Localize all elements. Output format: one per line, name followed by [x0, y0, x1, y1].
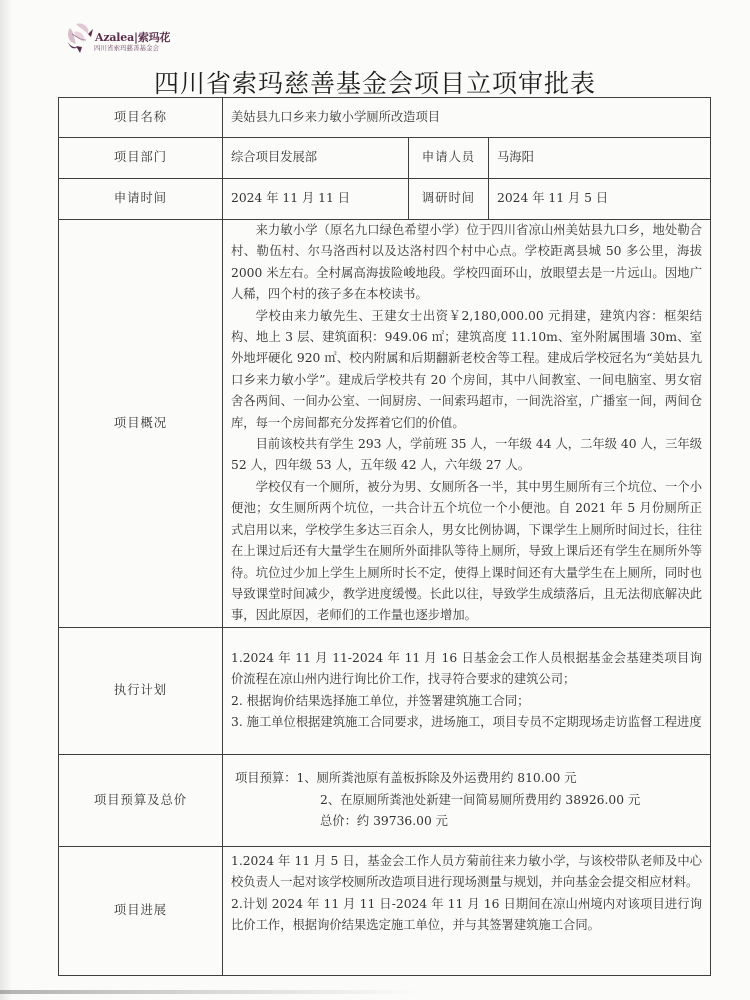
- budget-label: 项目预算及总价: [59, 754, 223, 846]
- plan-item: 2. 根据询价结果选择施工单位，并签署建筑施工合同；: [231, 693, 530, 708]
- progress-label: 项目进展: [59, 846, 223, 975]
- applicant-label: 申请人员: [409, 138, 489, 179]
- foundation-logo: [64, 18, 174, 58]
- logo-subtitle: 四川省索玛慈善基金会: [94, 44, 159, 52]
- progress-content: [223, 846, 711, 975]
- overview-paragraph: 来力敏小学（原名九口绿色希望小学）位于四川省凉山州美姑县九口乡，地处勒合村、勒伍村、尔马洛西村以及达洛村四个村中心点。学校距离县城 50 多公里，海拔 2000 米左右。全村属高海拔险峻地段。学校四面环山，放眼望去是一片远山。因地广人稀，四个村的孩子多在本校读书。: [231, 223, 703, 302]
- plan-label: 执行计划: [59, 627, 223, 754]
- department-value: 综合项目发展部: [223, 138, 409, 179]
- overview-label: 项目概况: [59, 220, 223, 628]
- apply-date-label: 申请时间: [59, 179, 223, 220]
- scan-artifact-line: [0, 990, 420, 994]
- plan-content: [223, 627, 711, 754]
- budget-content: [223, 754, 711, 846]
- progress-item: 1.2024 年 11 月 5 日，基金会工作人员方菊前往来力敏小学，与该校带队老师及中心校负责人一起对该学校厕所改造项目进行现场测量与规划，并向基金会提交相应材料。: [231, 853, 703, 890]
- department-label: 项目部门: [59, 138, 223, 179]
- survey-date-label: 调研时间: [409, 179, 489, 220]
- logo-brand-text: Azalea|索玛花: [95, 31, 171, 44]
- row-dates: [59, 179, 711, 220]
- budget-item-text: 1、厕所粪池原有盖板拆除及外运费用约 810.00 元: [296, 771, 577, 786]
- project-name-value: 美姑县九口乡来力敏小学厕所改造项目: [223, 98, 711, 138]
- page-title: 四川省索玛慈善基金会项目立项审批表: [153, 69, 596, 98]
- row-plan: [59, 627, 711, 754]
- apply-date-value: 2024 年 11 月 11 日: [223, 179, 409, 220]
- row-project-name: [59, 98, 711, 138]
- budget-item: [235, 768, 702, 789]
- overview-content: [223, 220, 711, 628]
- scan-edge: [0, 0, 12, 1000]
- azalea-flower-icon: [64, 20, 94, 54]
- plan-item: 1.2024 年 11 月 11-2024 年 11 月 16 日基金会工作人员根据基金会基建类项目询价流程在凉山州内进行询比价工作，找寻符合要求的建筑公司；: [231, 650, 703, 687]
- row-overview: [59, 220, 711, 628]
- overview-paragraph: 学校仅有一个厕所，被分为男、女厕所各一半，其中男生厕所有三个坑位、一个小便池；女生厕所两个坑位，一共合计五个坑位一个小便池。自 2021 年 5 月份厕所正式启用以来，学校学生多达三百余人，男女比例协调，下课学生上厕所时间过长，往往在上课过后还有大量学生在厕所外面排队等待上厕所，导致上课后还有学生在厕所外等待。坑位过少加上学生上厕所时长不定，使得上课时间还有大量学生在上厕所，同时也导致课堂时间减少，教学进度缓慢。长此以往，导致学生成绩落后，且无法彻底解决此事，因此原因，老师们的工作量也逐步增加。: [231, 479, 703, 623]
- overview-paragraph: 目前该校共有学生 293 人，学前班 35 人，一年级 44 人，二年级 40 人，三年级 52 人，四年级 53 人，五年级 42 人，六年级 27 人。: [231, 437, 703, 473]
- survey-date-value: 2024 年 11 月 5 日: [489, 179, 711, 220]
- progress-item: 2.计划 2024 年 11 月 11 日-2024 年 11 月 16 日期间在凉山州境内对该项目进行询比价工作，根据询价结果选定施工单位，并与其签署建筑施工合同。: [231, 896, 703, 932]
- budget-prefix: 项目预算：: [235, 771, 297, 786]
- plan-item: 3. 施工单位根据建筑施工合同要求，进场施工，项目专员不定期现场走访监督工程进度: [231, 715, 702, 730]
- overview-paragraph: 学校由来力敏先生、王建女士出资￥2,180,000.00 元捐建，建筑内容：框架结构、地上 3 层、建筑面积：949.06 ㎡；建筑高度 11.10m、室外附属围墙 30m、室外地坪硬化 920 ㎡、校内附属和后期翻新老校舍等工程。建成后学校冠名为“美姑县九口乡来力敏小学”。建成后学校共有 20 个房间，其中八间教室、一间电脑室、男女宿舍各两间、一间办公室、一间厨房、一间索玛超市，一间洗浴室，广播室一间，两间仓库，每一个房间都充分发挥着它们的价值。: [231, 308, 703, 430]
- approval-form-table: [58, 97, 711, 976]
- budget-item: 2、在原厕所粪池处新建一间简易厕所费用约 38926.00 元: [320, 792, 641, 807]
- applicant-value: 马海阳: [489, 138, 711, 179]
- project-name-label: 项目名称: [59, 98, 223, 138]
- budget-total: 总价：约 39736.00 元: [320, 813, 448, 828]
- row-progress: [59, 846, 711, 975]
- row-department: [59, 138, 711, 179]
- row-budget: [59, 754, 711, 846]
